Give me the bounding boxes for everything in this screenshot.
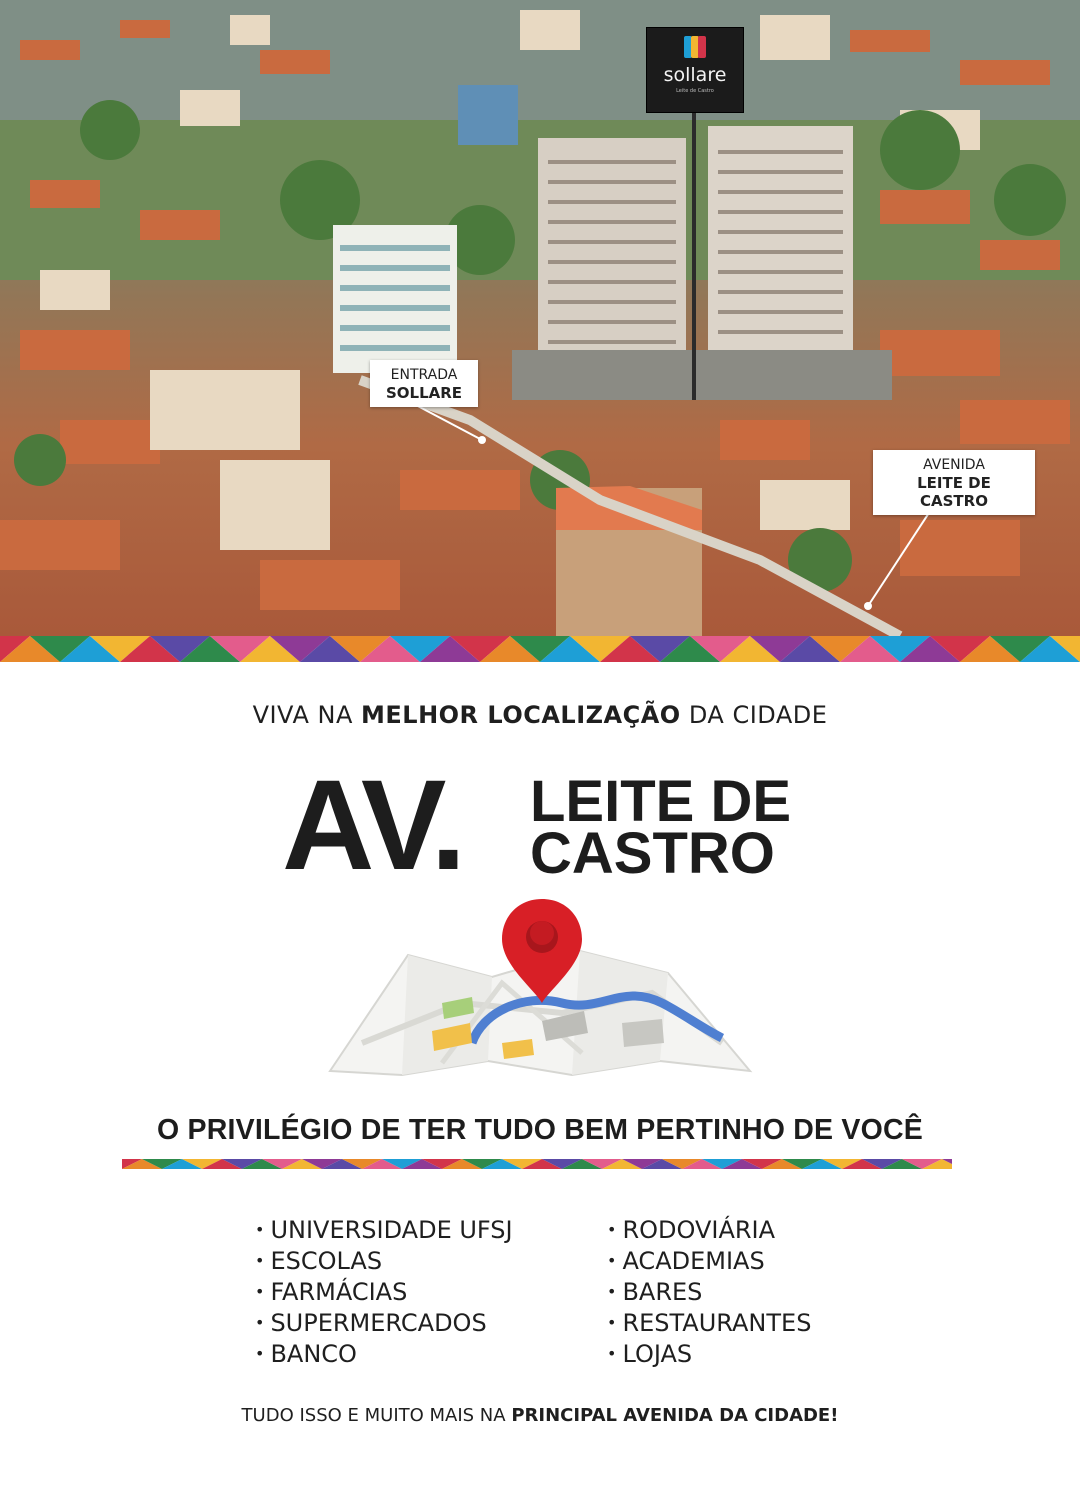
tagline-pre: VIVA NA bbox=[252, 701, 361, 729]
callout-entrada-line1: ENTRADA bbox=[390, 367, 458, 383]
amenity-label: RESTAURANTES bbox=[622, 1309, 812, 1337]
bullet-icon: • bbox=[255, 1251, 265, 1270]
amenity-item bbox=[255, 1247, 513, 1278]
bullet-icon: • bbox=[255, 1220, 265, 1239]
sollare-logo-name: sollare bbox=[663, 64, 727, 86]
callout-avenida-line1: AVENIDA bbox=[923, 457, 985, 473]
bullet-icon: • bbox=[607, 1251, 617, 1270]
bullet-icon: • bbox=[607, 1313, 617, 1332]
headline-av: AV. bbox=[282, 754, 463, 897]
amenity-item bbox=[607, 1278, 811, 1309]
bullet-icon: • bbox=[607, 1344, 617, 1363]
amenity-label: LOJAS bbox=[622, 1340, 693, 1368]
tagline bbox=[0, 701, 1080, 729]
color-triangle-band-top bbox=[0, 636, 1080, 662]
amenity-label: UNIVERSIDADE UFSJ bbox=[270, 1216, 513, 1244]
amenity-label: ACADEMIAS bbox=[622, 1247, 765, 1275]
bullet-icon: • bbox=[255, 1282, 265, 1301]
callout-entrada-sollare bbox=[370, 360, 478, 407]
amenity-label: SUPERMERCADOS bbox=[270, 1309, 487, 1337]
bullet-icon: • bbox=[255, 1313, 265, 1332]
callout-entrada-line2: SOLLARE bbox=[385, 384, 463, 402]
footer-pre: TUDO ISSO E MUITO MAIS NA bbox=[241, 1405, 512, 1426]
amenity-item bbox=[255, 1309, 513, 1340]
aerial-city-illustration bbox=[0, 0, 1080, 636]
amenity-label: FARMÁCIAS bbox=[270, 1278, 408, 1306]
amenity-item bbox=[607, 1216, 811, 1247]
amenities-list-left bbox=[255, 1216, 513, 1371]
amenity-item bbox=[255, 1340, 513, 1371]
amenity-item bbox=[607, 1247, 811, 1278]
callout-avenida bbox=[873, 450, 1035, 515]
amenity-label: RODOVIÁRIA bbox=[622, 1216, 776, 1244]
headline-street bbox=[530, 769, 792, 886]
privilege-heading: O PRIVILÉGIO DE TER TUDO BEM PERTINHO DE VOCÊ bbox=[157, 1114, 923, 1146]
amenity-item bbox=[255, 1216, 513, 1247]
footer-text bbox=[0, 1405, 1080, 1426]
color-triangle-band-divider bbox=[122, 1159, 952, 1169]
callout-avenida-line2: LEITE DE CASTRO bbox=[917, 474, 991, 510]
footer-bold: PRINCIPAL AVENIDA DA CIDADE! bbox=[511, 1405, 839, 1426]
amenity-item bbox=[607, 1309, 811, 1340]
amenity-item bbox=[255, 1278, 513, 1309]
amenities-list-right bbox=[607, 1216, 811, 1371]
sollare-logo-subtitle: Leite de Castro bbox=[676, 88, 714, 94]
amenity-label: ESCOLAS bbox=[270, 1247, 383, 1275]
amenity-label: BARES bbox=[622, 1278, 703, 1306]
bullet-icon: • bbox=[607, 1220, 617, 1239]
tagline-bold: MELHOR LOCALIZAÇÃO bbox=[361, 701, 681, 729]
headline-street-line2: CASTRO bbox=[530, 821, 775, 886]
sollare-sign bbox=[646, 27, 744, 113]
tagline-post: DA CIDADE bbox=[680, 701, 828, 729]
bullet-icon: • bbox=[607, 1282, 617, 1301]
headline-street-line1: LEITE DE bbox=[530, 769, 792, 834]
amenity-label: BANCO bbox=[270, 1340, 357, 1368]
bullet-icon: • bbox=[255, 1344, 265, 1363]
aerial-city-photo bbox=[0, 0, 1080, 636]
amenity-item bbox=[607, 1340, 811, 1371]
sollare-logo-icon bbox=[684, 36, 706, 60]
map-with-pin-illustration bbox=[322, 893, 758, 1083]
